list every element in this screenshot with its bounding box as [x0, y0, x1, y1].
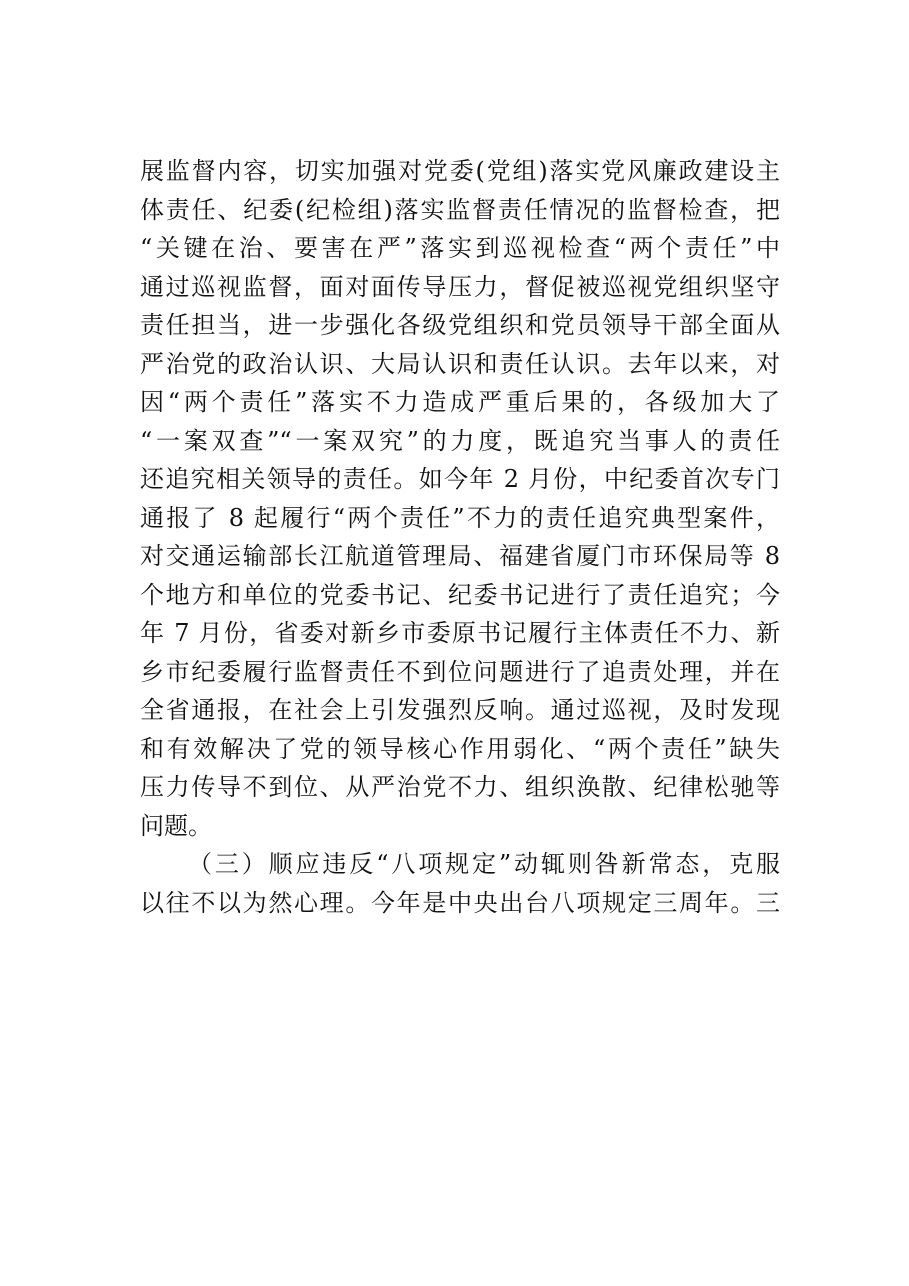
- text-line: 个地方和单位的党委书记、纪委书记进行了责任追究；今: [140, 580, 780, 609]
- section-heading-line: （三）顺应违反“八项规定”动辄则咎新常态，克服: [188, 850, 780, 878]
- paragraph-1: [140, 152, 780, 845]
- text-line: 严治党的政治认识、大局认识和责任认识。去年以来，对: [140, 349, 780, 378]
- text-line: 问题。: [140, 811, 212, 840]
- text-line: 体责任、纪委(纪检组)落实监督责任情况的监督检查，把: [140, 195, 780, 224]
- text-line: 以往不以为然心理。今年是中央出台八项规定三周年。三: [140, 888, 780, 917]
- text-line: 和有效解决了党的领导核心作用弱化、“两个责任”缺失: [140, 734, 780, 763]
- document-body: [140, 152, 780, 922]
- text-line: 乡市纪委履行监督责任不到位问题进行了追责处理，并在: [140, 657, 780, 686]
- text-line: 压力传导不到位、从严治党不力、组织涣散、纪律松驰等: [140, 773, 780, 801]
- text-line: 对交通运输部长江航道管理局、福建省厦门市环保局等 8: [140, 542, 780, 570]
- text-line: 还追究相关领导的责任。如今年 2 月份，中纪委首次专门: [140, 465, 780, 493]
- text-line: 责任担当，进一步强化各级党组织和党员领导干部全面从: [140, 311, 780, 339]
- text-line: 通过巡视监督，面对面传导压力，督促被巡视党组织坚守: [140, 272, 780, 301]
- paragraph-2: [140, 845, 780, 922]
- text-line: “关键在治、要害在严”落实到巡视检查“两个责任”中: [140, 234, 780, 262]
- text-line: 因“两个责任”落实不力造成严重后果的，各级加大了: [140, 388, 780, 416]
- text-line: “一案双查”“一案双究”的力度，既追究当事人的责任: [140, 426, 780, 455]
- text-line: 通报了 8 起履行“两个责任”不力的责任追究典型案件，: [140, 503, 780, 532]
- text-line: 展监督内容，切实加强对党委(党组)落实党风廉政建设主: [140, 157, 780, 185]
- text-line: 年 7 月份，省委对新乡市委原书记履行主体责任不力、新: [140, 619, 780, 647]
- text-line: 全省通报，在社会上引发强烈反响。通过巡视，及时发现: [140, 696, 780, 724]
